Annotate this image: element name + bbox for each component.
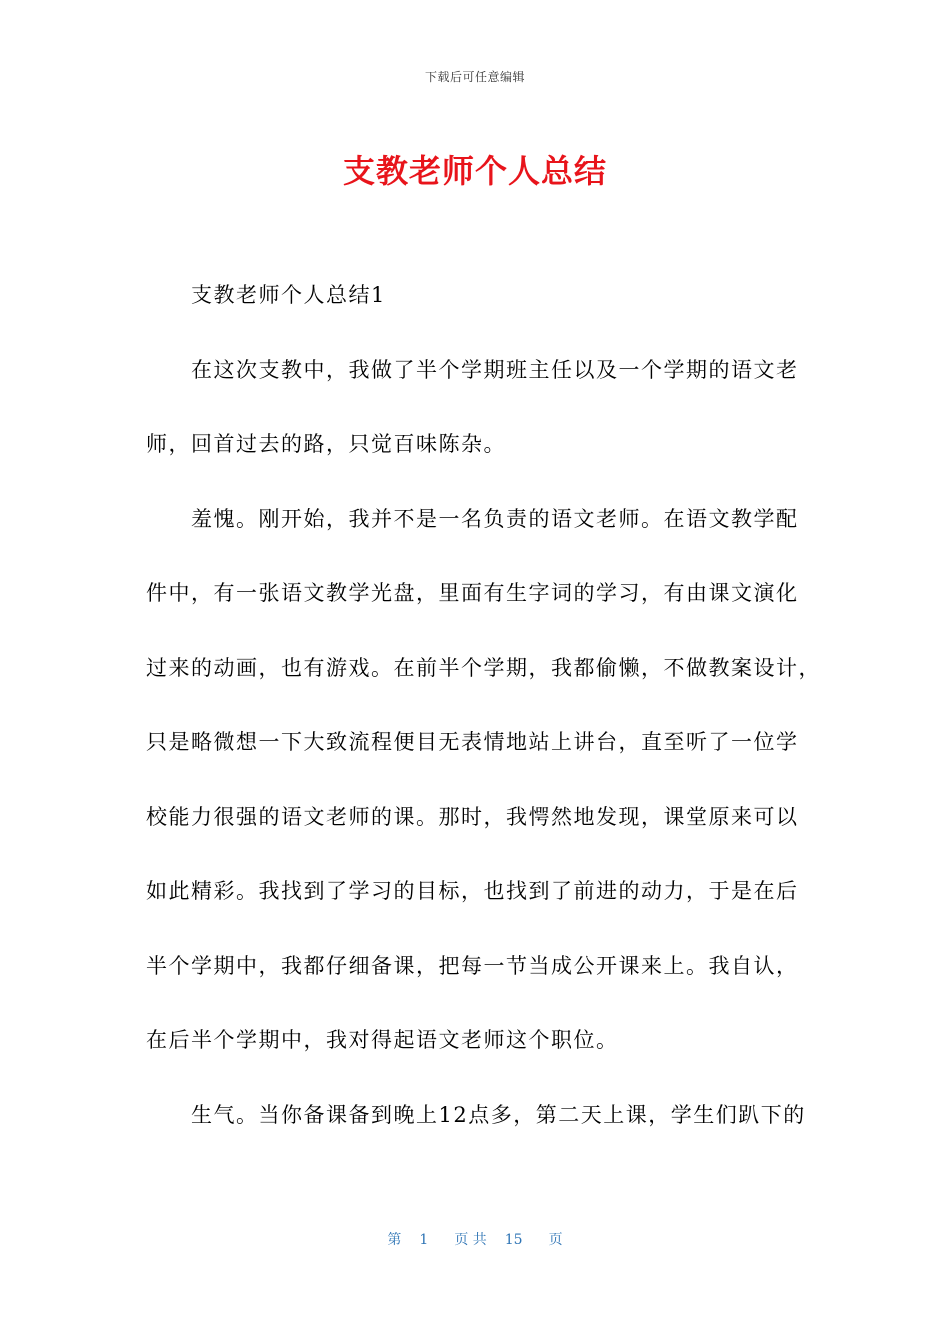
text-line: 半个学期中，我都仔细备课，把每一节当成公开课来上。我自认， — [146, 953, 799, 978]
text-line: 校能力很强的语文老师的课。那时，我愕然地发现，课堂原来可以 — [146, 804, 799, 829]
document-title: 支教老师个人总结 — [342, 152, 607, 190]
text-line: 羞愧。刚开始，我并不是一名负责的语文老师。在语文教学配 — [191, 506, 799, 531]
text-line: 在后半个学期中，我对得起语文老师这个职位。 — [146, 1028, 619, 1052]
footer-suffix: 页 — [548, 1232, 563, 1248]
text-line: 过来的动画，也有游戏。在前半个学期，我都偷懒，不做教案设计， — [146, 655, 821, 680]
text-line: 如此精彩。我找到了学习的目标，也找到了前进的动力，于是在后 — [146, 879, 799, 903]
footer-prefix: 第 — [387, 1232, 402, 1248]
text-line: 在这次支教中，我做了半个学期班主任以及一个学期的语文老 — [191, 357, 799, 382]
text-line: 件中，有一张语文教学光盘，里面有生字词的学习，有由课文演化 — [146, 581, 799, 605]
footer-page-number: 1 — [419, 1232, 429, 1248]
page-footer — [0, 1229, 950, 1249]
text-line: 只是略微想一下大致流程便目无表情地站上讲台，直至听了一位学 — [146, 730, 799, 754]
footer-mid: 页 共 — [454, 1232, 487, 1248]
text-line: 师，回首过去的路，只觉百味陈杂。 — [146, 432, 506, 456]
footer-total-pages: 15 — [504, 1232, 523, 1248]
text-line: 支教老师个人总结1 — [191, 283, 386, 307]
text-line: 生气。当你备课备到晚上12点多，第二天上课，学生们趴下的 — [191, 1102, 806, 1127]
header-note: 下载后可任意编辑 — [424, 70, 525, 84]
document-body — [146, 275, 821, 1169]
